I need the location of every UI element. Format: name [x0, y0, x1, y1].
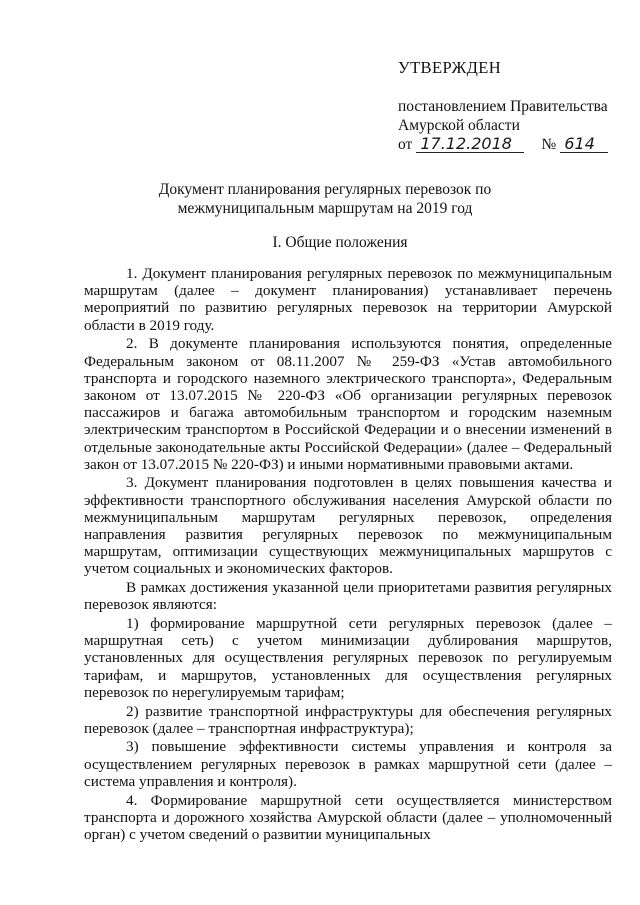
approval-line-1: постановлением Правительства — [398, 98, 608, 115]
paragraph: 1) формирование маршрутной сети регулярных перевозок (далее – маршрутная сеть) с учетом минимизации дублирования маршрутов, установленных для осуществления регулярных перевозок по регулируемым тарифам, и маршрутов, установленных для осуществления регулярных перевозок по нерегулируемым тарифам; — [84, 615, 612, 701]
paragraph: 3. Документ планирования подготовлен в целях повышения качества и эффективности транспортного обслуживания населения Амурской области по межмуниципальным маршрутам регулярных перевозок, определения направления развития регулярных перевозок по межмуниципальным маршрутам, оптимизации существующих межмуниципальных маршрутов с учетом социальных и экономических факторов. — [84, 474, 612, 578]
paragraph: 2. В документе планирования используются понятия, определенные Федеральным законом от 08.11.2007 № 259-ФЗ «Устав автомобильного транспорта и городского наземного электрического транспорта», Федеральным законом от 13.07.2015 № 220-ФЗ «Об организации регулярных перевозок пассажиров и багажа автомобильным транспортом и городским наземным электрическим транспортом в Российской Федерации и о внесении изменений в отдельные законодательные акты Российской Федерации» (далее – Федеральный закон от 13.07.2015 № 220-ФЗ) и иными нормативными правовыми актами. — [84, 335, 612, 473]
handwritten-number: 614 — [560, 136, 608, 153]
approval-line-2: Амурской области — [398, 117, 520, 134]
paragraph: В рамках достижения указанной цели приоритетами развития регулярных перевозок являются: — [84, 579, 612, 614]
document-body — [84, 265, 612, 845]
section-heading: I. Общие положения — [272, 234, 408, 251]
paragraph: 2) развитие транспортной инфраструктуры для обеспечения регулярных перевозок (далее – транспортная инфраструктура); — [84, 702, 612, 737]
handwritten-date: 17.12.2018 — [416, 136, 523, 153]
date-prefix: от — [398, 136, 413, 153]
approval-stamp — [398, 58, 608, 154]
paragraph: 1. Документ планирования регулярных перевозок по межмуниципальным маршрутам (далее – документ планирования) устанавливает перечень мероприятий по развитию регулярных перевозок на территории Амурской области в 2019 году. — [84, 265, 612, 334]
approval-date-number-line — [398, 135, 608, 154]
number-prefix: № — [541, 136, 557, 153]
approval-title: УТВЕРЖДЕН — [398, 58, 502, 77]
paragraph: 4. Формирование маршрутной сети осуществляется министерством транспорта и дорожного хозяйства Амурской области (далее – уполномоченный орган) с учетом сведений о развитии муниципальных — [84, 791, 612, 843]
paragraph: 3) повышение эффективности системы управления и контроля за осуществлением регулярных перевозок в рамках маршрутной сети (далее – система управления и контроля). — [84, 738, 612, 790]
document-title: Документ планирования регулярных перевозок по межмуниципальным маршрутам на 2019 год — [158, 181, 492, 217]
